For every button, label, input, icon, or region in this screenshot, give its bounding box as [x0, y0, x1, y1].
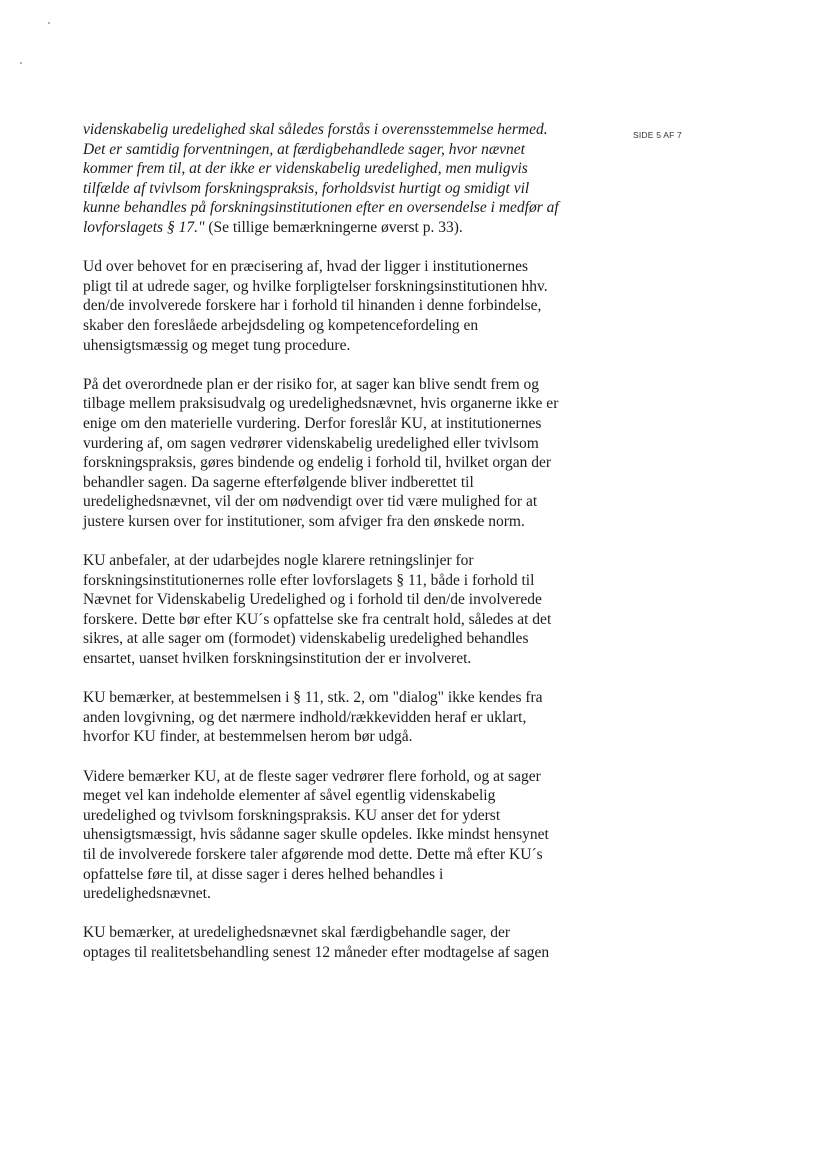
- text-segment: tilbage mellem praksisudvalg og uredelighedsnævnet, hvis organerne ikke er: [83, 395, 559, 413]
- text-line: [83, 767, 603, 787]
- scan-speck: [48, 22, 50, 24]
- text-line: [83, 179, 603, 199]
- quoted-text: kommer frem til, at der ikke er videnskabelig uredelighed, men muligvis: [83, 160, 528, 178]
- text-line: [83, 257, 603, 277]
- text-line: [83, 649, 603, 669]
- text-segment: uhensigtsmæssigt, hvis sådanne sager skulle opdeles. Ikke mindst hensynet: [83, 826, 549, 844]
- text-line: [83, 845, 603, 865]
- text-line: [83, 453, 603, 473]
- text-segment: opfattelse føre til, at disse sager i deres helhed behandles i: [83, 865, 444, 883]
- text-segment: meget vel kan indeholde elementer af såvel egentlig videnskabelig: [83, 787, 496, 805]
- text-segment: uhensigtsmæssig og meget tung procedure.: [83, 336, 351, 354]
- text-segment: behandler sagen. Da sagerne efterfølgende bliver indberettet til: [83, 473, 474, 491]
- text-line: [83, 140, 603, 160]
- scan-speck: [20, 62, 22, 64]
- text-segment: uredelighedsnævnet.: [83, 885, 211, 903]
- text-segment: KU anbefaler, at der udarbejdes nogle klarere retningslinjer for: [83, 552, 474, 570]
- text-segment: den/de involverede forskere har i forhold til hinanden i denne forbindelse,: [83, 297, 542, 315]
- text-line: [83, 610, 603, 630]
- quoted-text: lovforslagets § 17.": [83, 218, 205, 236]
- text-segment: ensartet, uanset hvilken forskningsinstitution der er involveret.: [83, 650, 472, 668]
- text-line: [83, 512, 603, 532]
- text-line: [83, 296, 603, 316]
- text-line: [83, 159, 603, 179]
- paragraph: [83, 375, 603, 532]
- paragraph: [83, 923, 603, 962]
- text-line: [83, 120, 603, 140]
- text-segment: anden lovgivning, og det nærmere indhold/rækkevidden heraf er uklart,: [83, 708, 527, 726]
- text-line: [83, 571, 603, 591]
- paragraph: [83, 767, 603, 904]
- quoted-text: kunne behandles på forskningsinstitutionen efter en oversendelse i medfør af: [83, 199, 559, 217]
- text-line: [83, 688, 603, 708]
- paragraph: [83, 120, 603, 238]
- text-line: [83, 473, 603, 493]
- text-segment: (Se tillige bemærkningerne øverst p. 33).: [204, 218, 463, 236]
- text-line: [83, 336, 603, 356]
- text-segment: forskningsinstitutionernes rolle efter lovforslagets § 11, både i forhold til: [83, 571, 535, 589]
- text-segment: Nævnet for Videnskabelig Uredelighed og i forhold til den/de involverede: [83, 591, 542, 609]
- text-line: [83, 316, 603, 336]
- document-body: [83, 120, 603, 982]
- paragraph: [83, 257, 603, 355]
- text-line: [83, 865, 603, 885]
- text-line: [83, 492, 603, 512]
- text-segment: forskere. Dette bør efter KU´s opfattelse ske fra centralt hold, således at det: [83, 610, 552, 628]
- text-segment: uredelighedsnævnet, vil der om nødvendigt over tid være mulighed for at: [83, 493, 538, 511]
- text-line: [83, 923, 603, 943]
- text-line: [83, 884, 603, 904]
- text-line: [83, 394, 603, 414]
- paragraph: [83, 688, 603, 747]
- text-line: [83, 727, 603, 747]
- paragraph: [83, 551, 603, 669]
- text-segment: pligt til at udrede sager, og hvilke forpligtelser forskningsinstitutionen hhv.: [83, 277, 548, 295]
- text-line: [83, 825, 603, 845]
- text-segment: til de involverede forskere taler afgørende mod dette. Dette må efter KU´s: [83, 845, 543, 863]
- text-line: [83, 434, 603, 454]
- text-segment: uredelighed og tvivlsom forskningspraksis. KU anser det for yderst: [83, 806, 501, 824]
- text-line: [83, 375, 603, 395]
- text-line: [83, 629, 603, 649]
- text-segment: justere kursen over for institutioner, som afviger fra den ønskede norm.: [83, 512, 525, 530]
- text-line: [83, 943, 603, 963]
- text-segment: KU bemærker, at uredelighedsnævnet skal færdigbehandle sager, der: [83, 924, 511, 942]
- text-segment: optages til realitetsbehandling senest 12 måneder efter modtagelse af sagen: [83, 943, 550, 961]
- quoted-text: videnskabelig uredelighed skal således forstås i overensstemmelse hermed.: [83, 121, 548, 138]
- text-segment: forskningspraksis, gøres bindende og endelig i forhold til, hvilket organ der: [83, 454, 552, 472]
- text-line: [83, 414, 603, 434]
- quoted-text: tilfælde af tvivlsom forskningspraksis, forholdsvist hurtigt og smidigt vil: [83, 179, 530, 197]
- text-segment: hvorfor KU finder, at bestemmelsen herom bør udgå.: [83, 728, 413, 746]
- text-segment: vurdering af, om sagen vedrører videnskabelig uredelighed eller tvivlsom: [83, 434, 539, 452]
- text-line: [83, 708, 603, 728]
- text-line: [83, 551, 603, 571]
- text-segment: KU bemærker, at bestemmelsen i § 11, stk. 2, om "dialog" ikke kendes fra: [83, 689, 543, 707]
- text-line: [83, 590, 603, 610]
- text-segment: Videre bemærker KU, at de fleste sager vedrører flere forhold, og at sager: [83, 767, 541, 785]
- quoted-text: Det er samtidig forventningen, at færdigbehandlede sager, hvor nævnet: [83, 140, 525, 158]
- text-line: [83, 218, 603, 238]
- text-segment: skaber den foreslåede arbejdsdeling og kompetencefordeling en: [83, 316, 479, 334]
- text-line: [83, 277, 603, 297]
- text-segment: enige om den materielle vurdering. Derfor foreslår KU, at institutionernes: [83, 414, 542, 432]
- text-segment: sikres, at alle sager om (formodet) videnskabelig uredelighed behandles: [83, 630, 529, 648]
- page-number: SIDE 5 AF 7: [633, 130, 682, 140]
- text-line: [83, 786, 603, 806]
- text-line: [83, 198, 603, 218]
- text-segment: På det overordnede plan er der risiko for, at sager kan blive sendt frem og: [83, 375, 540, 393]
- text-segment: Ud over behovet for en præcisering af, hvad der ligger i institutionernes: [83, 258, 529, 276]
- text-line: [83, 806, 603, 826]
